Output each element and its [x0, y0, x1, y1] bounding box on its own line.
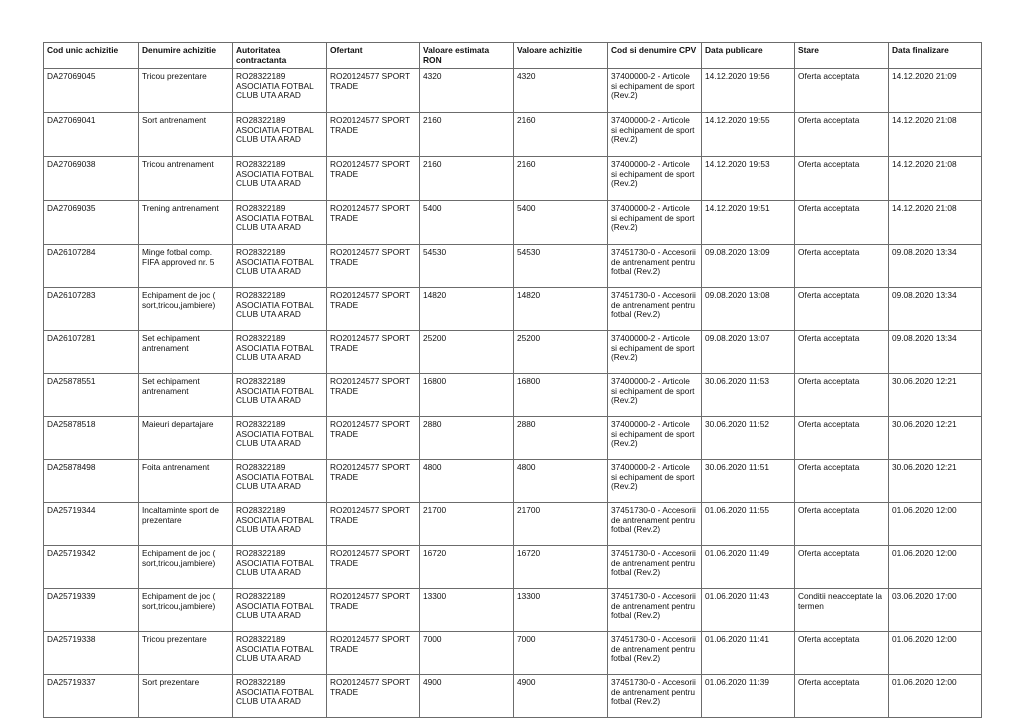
- cell-cpv: 37400000-2 - Articole si echipament de sport (Rev.2): [608, 417, 702, 460]
- cell-ofertant: RO20124577 SPORT TRADE: [327, 589, 420, 632]
- cell-data-publicare: 14.12.2020 19:51: [702, 201, 795, 245]
- table-row: [44, 201, 982, 245]
- cell-stare: Oferta acceptata: [795, 632, 889, 675]
- cell-denumire: Set echipament antrenament: [139, 374, 233, 417]
- cell-data-publicare: 01.06.2020 11:43: [702, 589, 795, 632]
- cell-denumire: Echipament de joc ( sort,tricou,jambiere): [139, 546, 233, 589]
- cell-cod-unic: DA25878551: [44, 374, 139, 417]
- table-row: [44, 460, 982, 503]
- cell-cpv: 37400000-2 - Articole si echipament de sport (Rev.2): [608, 157, 702, 201]
- cell-autoritate: RO28322189 ASOCIATIA FOTBAL CLUB UTA ARAD: [233, 546, 327, 589]
- cell-cpv: 37451730-0 - Accesorii de antrenament pentru fotbal (Rev.2): [608, 245, 702, 288]
- cell-valoare-estimata: 16800: [420, 374, 514, 417]
- header-cell: Data publicare: [702, 43, 795, 69]
- cell-stare: Oferta acceptata: [795, 69, 889, 113]
- cell-valoare-estimata: 14820: [420, 288, 514, 331]
- cell-stare: Oferta acceptata: [795, 460, 889, 503]
- table-row: [44, 503, 982, 546]
- cell-data-finalizare: 14.12.2020 21:08: [889, 113, 982, 157]
- cell-denumire: Minge fotbal comp. FIFA approved nr. 5: [139, 245, 233, 288]
- cell-data-finalizare: 30.06.2020 12:21: [889, 460, 982, 503]
- cell-ofertant: RO20124577 SPORT TRADE: [327, 331, 420, 374]
- cell-cpv: 37451730-0 - Accesorii de antrenament pentru fotbal (Rev.2): [608, 632, 702, 675]
- cell-ofertant: RO20124577 SPORT TRADE: [327, 245, 420, 288]
- cell-autoritate: RO28322189 ASOCIATIA FOTBAL CLUB UTA ARAD: [233, 331, 327, 374]
- cell-cod-unic: DA27069035: [44, 201, 139, 245]
- cell-denumire: Tricou prezentare: [139, 69, 233, 113]
- cell-denumire: Maieuri departajare: [139, 417, 233, 460]
- cell-data-finalizare: 14.12.2020 21:09: [889, 69, 982, 113]
- cell-cod-unic: DA27069041: [44, 113, 139, 157]
- table-row: [44, 113, 982, 157]
- cell-denumire: Sort antrenament: [139, 113, 233, 157]
- cell-data-finalizare: 09.08.2020 13:34: [889, 245, 982, 288]
- cell-data-finalizare: 01.06.2020 12:00: [889, 632, 982, 675]
- cell-autoritate: RO28322189 ASOCIATIA FOTBAL CLUB UTA ARAD: [233, 503, 327, 546]
- cell-ofertant: RO20124577 SPORT TRADE: [327, 503, 420, 546]
- cell-ofertant: RO20124577 SPORT TRADE: [327, 460, 420, 503]
- header-cell: Denumire achizitie: [139, 43, 233, 69]
- table-header: [44, 43, 982, 69]
- cell-autoritate: RO28322189 ASOCIATIA FOTBAL CLUB UTA ARAD: [233, 632, 327, 675]
- cell-data-publicare: 01.06.2020 11:49: [702, 546, 795, 589]
- cell-autoritate: RO28322189 ASOCIATIA FOTBAL CLUB UTA ARAD: [233, 460, 327, 503]
- cell-data-publicare: 09.08.2020 13:07: [702, 331, 795, 374]
- cell-cpv: 37451730-0 - Accesorii de antrenament pentru fotbal (Rev.2): [608, 675, 702, 718]
- cell-valoare-achizitie: 5400: [514, 201, 608, 245]
- header-cell: Cod si denumire CPV: [608, 43, 702, 69]
- cell-valoare-achizitie: 4900: [514, 675, 608, 718]
- cell-valoare-achizitie: 14820: [514, 288, 608, 331]
- cell-cpv: 37451730-0 - Accesorii de antrenament pentru fotbal (Rev.2): [608, 589, 702, 632]
- cell-ofertant: RO20124577 SPORT TRADE: [327, 632, 420, 675]
- cell-data-finalizare: 01.06.2020 12:00: [889, 546, 982, 589]
- table-row: [44, 374, 982, 417]
- cell-valoare-achizitie: 16720: [514, 546, 608, 589]
- header-cell: Ofertant: [327, 43, 420, 69]
- cell-stare: Oferta acceptata: [795, 201, 889, 245]
- cell-data-publicare: 01.06.2020 11:55: [702, 503, 795, 546]
- cell-valoare-achizitie: 2160: [514, 113, 608, 157]
- cell-valoare-achizitie: 4800: [514, 460, 608, 503]
- cell-cpv: 37400000-2 - Articole si echipament de sport (Rev.2): [608, 113, 702, 157]
- cell-valoare-estimata: 2880: [420, 417, 514, 460]
- cell-stare: Oferta acceptata: [795, 374, 889, 417]
- cell-autoritate: RO28322189 ASOCIATIA FOTBAL CLUB UTA ARAD: [233, 157, 327, 201]
- cell-cod-unic: DA27069045: [44, 69, 139, 113]
- cell-cod-unic: DA26107284: [44, 245, 139, 288]
- cell-stare: Oferta acceptata: [795, 113, 889, 157]
- cell-data-finalizare: 01.06.2020 12:00: [889, 675, 982, 718]
- table-body: [44, 69, 982, 718]
- header-cell: Data finalizare: [889, 43, 982, 69]
- table-row: [44, 675, 982, 718]
- procurement-table: [43, 42, 982, 718]
- cell-stare: Oferta acceptata: [795, 288, 889, 331]
- cell-valoare-achizitie: 4320: [514, 69, 608, 113]
- cell-data-finalizare: 14.12.2020 21:08: [889, 157, 982, 201]
- cell-autoritate: RO28322189 ASOCIATIA FOTBAL CLUB UTA ARAD: [233, 675, 327, 718]
- cell-stare: Conditii neacceptate la termen: [795, 589, 889, 632]
- cell-valoare-estimata: 54530: [420, 245, 514, 288]
- cell-valoare-estimata: 5400: [420, 201, 514, 245]
- cell-denumire: Foita antrenament: [139, 460, 233, 503]
- table-row: [44, 69, 982, 113]
- cell-cod-unic: DA25719344: [44, 503, 139, 546]
- cell-denumire: Echipament de joc ( sort,tricou,jambiere): [139, 589, 233, 632]
- cell-autoritate: RO28322189 ASOCIATIA FOTBAL CLUB UTA ARAD: [233, 245, 327, 288]
- cell-valoare-achizitie: 25200: [514, 331, 608, 374]
- cell-cod-unic: DA25878518: [44, 417, 139, 460]
- cell-cpv: 37400000-2 - Articole si echipament de sport (Rev.2): [608, 201, 702, 245]
- cell-cod-unic: DA26107283: [44, 288, 139, 331]
- cell-cod-unic: DA25719339: [44, 589, 139, 632]
- cell-cpv: 37400000-2 - Articole si echipament de sport (Rev.2): [608, 331, 702, 374]
- cell-ofertant: RO20124577 SPORT TRADE: [327, 157, 420, 201]
- cell-cpv: 37400000-2 - Articole si echipament de sport (Rev.2): [608, 374, 702, 417]
- table-row: [44, 589, 982, 632]
- table-row: [44, 417, 982, 460]
- cell-denumire: Set echipament antrenament: [139, 331, 233, 374]
- cell-autoritate: RO28322189 ASOCIATIA FOTBAL CLUB UTA ARAD: [233, 113, 327, 157]
- cell-data-publicare: 14.12.2020 19:56: [702, 69, 795, 113]
- cell-cod-unic: DA25878498: [44, 460, 139, 503]
- cell-valoare-estimata: 4900: [420, 675, 514, 718]
- cell-valoare-estimata: 4320: [420, 69, 514, 113]
- cell-ofertant: RO20124577 SPORT TRADE: [327, 69, 420, 113]
- cell-autoritate: RO28322189 ASOCIATIA FOTBAL CLUB UTA ARAD: [233, 69, 327, 113]
- cell-data-finalizare: 30.06.2020 12:21: [889, 417, 982, 460]
- cell-valoare-achizitie: 13300: [514, 589, 608, 632]
- cell-valoare-estimata: 13300: [420, 589, 514, 632]
- cell-data-publicare: 09.08.2020 13:08: [702, 288, 795, 331]
- cell-valoare-estimata: 2160: [420, 113, 514, 157]
- cell-data-publicare: 01.06.2020 11:39: [702, 675, 795, 718]
- cell-cpv: 37400000-2 - Articole si echipament de sport (Rev.2): [608, 460, 702, 503]
- cell-stare: Oferta acceptata: [795, 417, 889, 460]
- cell-valoare-achizitie: 2160: [514, 157, 608, 201]
- header-row: [44, 43, 982, 69]
- cell-stare: Oferta acceptata: [795, 331, 889, 374]
- cell-data-finalizare: 30.06.2020 12:21: [889, 374, 982, 417]
- cell-autoritate: RO28322189 ASOCIATIA FOTBAL CLUB UTA ARAD: [233, 201, 327, 245]
- cell-valoare-achizitie: 54530: [514, 245, 608, 288]
- cell-ofertant: RO20124577 SPORT TRADE: [327, 417, 420, 460]
- cell-data-finalizare: 01.06.2020 12:00: [889, 503, 982, 546]
- cell-ofertant: RO20124577 SPORT TRADE: [327, 288, 420, 331]
- cell-data-finalizare: 03.06.2020 17:00: [889, 589, 982, 632]
- cell-data-publicare: 30.06.2020 11:52: [702, 417, 795, 460]
- table-row: [44, 245, 982, 288]
- cell-cpv: 37451730-0 - Accesorii de antrenament pentru fotbal (Rev.2): [608, 288, 702, 331]
- cell-valoare-estimata: 2160: [420, 157, 514, 201]
- cell-denumire: Incaltaminte sport de prezentare: [139, 503, 233, 546]
- cell-ofertant: RO20124577 SPORT TRADE: [327, 113, 420, 157]
- cell-valoare-achizitie: 7000: [514, 632, 608, 675]
- cell-stare: Oferta acceptata: [795, 157, 889, 201]
- cell-denumire: Tricou prezentare: [139, 632, 233, 675]
- cell-data-publicare: 30.06.2020 11:51: [702, 460, 795, 503]
- cell-data-publicare: 01.06.2020 11:41: [702, 632, 795, 675]
- cell-denumire: Sort prezentare: [139, 675, 233, 718]
- cell-ofertant: RO20124577 SPORT TRADE: [327, 675, 420, 718]
- header-cell: Stare: [795, 43, 889, 69]
- document-page: [43, 42, 981, 718]
- cell-data-finalizare: 14.12.2020 21:08: [889, 201, 982, 245]
- cell-stare: Oferta acceptata: [795, 245, 889, 288]
- cell-valoare-achizitie: 16800: [514, 374, 608, 417]
- cell-autoritate: RO28322189 ASOCIATIA FOTBAL CLUB UTA ARAD: [233, 374, 327, 417]
- cell-cod-unic: DA25719342: [44, 546, 139, 589]
- cell-data-publicare: 30.06.2020 11:53: [702, 374, 795, 417]
- cell-denumire: Echipament de joc ( sort,tricou,jambiere): [139, 288, 233, 331]
- cell-data-publicare: 09.08.2020 13:09: [702, 245, 795, 288]
- cell-stare: Oferta acceptata: [795, 675, 889, 718]
- table-row: [44, 288, 982, 331]
- cell-stare: Oferta acceptata: [795, 503, 889, 546]
- cell-ofertant: RO20124577 SPORT TRADE: [327, 374, 420, 417]
- table-row: [44, 546, 982, 589]
- cell-valoare-estimata: 7000: [420, 632, 514, 675]
- cell-stare: Oferta acceptata: [795, 546, 889, 589]
- cell-cpv: 37451730-0 - Accesorii de antrenament pentru fotbal (Rev.2): [608, 546, 702, 589]
- header-cell: Valoare achizitie: [514, 43, 608, 69]
- cell-ofertant: RO20124577 SPORT TRADE: [327, 546, 420, 589]
- cell-cod-unic: DA26107281: [44, 331, 139, 374]
- cell-cpv: 37400000-2 - Articole si echipament de sport (Rev.2): [608, 69, 702, 113]
- cell-autoritate: RO28322189 ASOCIATIA FOTBAL CLUB UTA ARAD: [233, 589, 327, 632]
- cell-denumire: Trening antrenament: [139, 201, 233, 245]
- cell-data-finalizare: 09.08.2020 13:34: [889, 288, 982, 331]
- cell-valoare-estimata: 16720: [420, 546, 514, 589]
- table-row: [44, 331, 982, 374]
- cell-data-publicare: 14.12.2020 19:53: [702, 157, 795, 201]
- cell-valoare-achizitie: 2880: [514, 417, 608, 460]
- cell-ofertant: RO20124577 SPORT TRADE: [327, 201, 420, 245]
- cell-cod-unic: DA27069038: [44, 157, 139, 201]
- cell-valoare-estimata: 4800: [420, 460, 514, 503]
- cell-autoritate: RO28322189 ASOCIATIA FOTBAL CLUB UTA ARAD: [233, 288, 327, 331]
- cell-cod-unic: DA25719338: [44, 632, 139, 675]
- header-cell: Autoritatea contractanta: [233, 43, 327, 69]
- cell-valoare-estimata: 21700: [420, 503, 514, 546]
- table-row: [44, 157, 982, 201]
- cell-valoare-estimata: 25200: [420, 331, 514, 374]
- cell-cpv: 37451730-0 - Accesorii de antrenament pentru fotbal (Rev.2): [608, 503, 702, 546]
- header-cell: Cod unic achizitie: [44, 43, 139, 69]
- table-row: [44, 632, 982, 675]
- cell-autoritate: RO28322189 ASOCIATIA FOTBAL CLUB UTA ARAD: [233, 417, 327, 460]
- cell-data-publicare: 14.12.2020 19:55: [702, 113, 795, 157]
- cell-valoare-achizitie: 21700: [514, 503, 608, 546]
- header-cell: Valoare estimata RON: [420, 43, 514, 69]
- cell-cod-unic: DA25719337: [44, 675, 139, 718]
- cell-data-finalizare: 09.08.2020 13:34: [889, 331, 982, 374]
- cell-denumire: Tricou antrenament: [139, 157, 233, 201]
